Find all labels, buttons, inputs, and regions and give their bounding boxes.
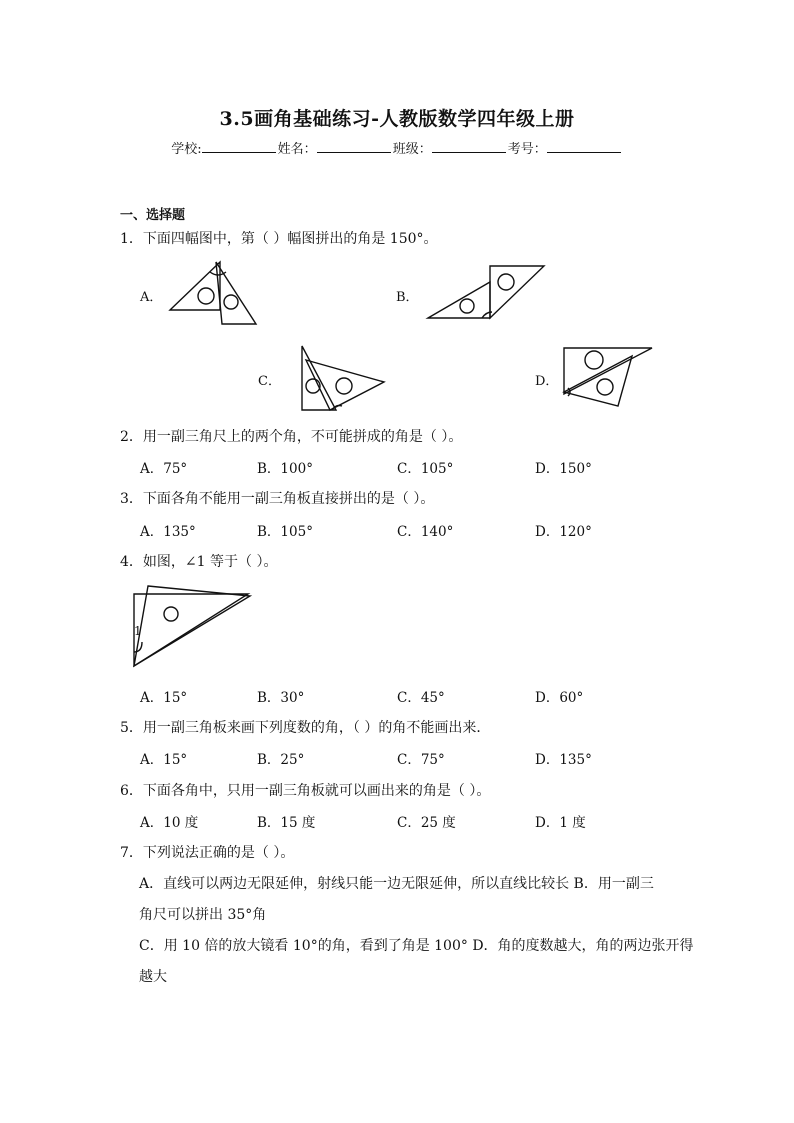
section-heading: 一、选择题 [120,208,186,223]
q5-option-c[interactable]: C．75° [397,752,445,768]
q5-option-d[interactable]: D．135° [535,752,592,768]
q4-figure [128,582,258,672]
name-field[interactable] [317,138,391,153]
question-2-stem: 2．用一副三角尺上的两个角，不可能拼成的角是（ ）。 [120,429,463,445]
question-3-stem: 3．下面各角不能用一副三角板直接拼出的是（ ）。 [120,491,435,507]
school-label: 学校: [171,142,202,157]
q1-figure-label-a: A． [140,290,163,305]
question-6-stem: 6．下面各角中，只用一副三角板就可以画出来的角是（ ）。 [120,783,491,799]
q1-figure-b [420,262,550,326]
exam-no-label: 考号： [507,142,547,157]
q1-figure-a [160,258,270,328]
q1-figure-label-c: C． [258,374,281,389]
class-field[interactable] [432,138,506,153]
q6-option-a[interactable]: A．10 度 [140,815,199,831]
q2-option-d[interactable]: D．150° [535,461,592,477]
q6-option-d[interactable]: D．1 度 [535,815,586,831]
q5-option-b[interactable]: B．25° [257,752,305,768]
q5-option-a[interactable]: A．15° [140,752,188,768]
class-label: 班级： [392,142,432,157]
q4-option-c[interactable]: C．45° [397,690,445,706]
q4-angle-mark: 1 [134,624,142,638]
q1-figure-d [558,342,658,410]
question-7-stem: 7．下列说法正确的是（ ）。 [120,845,295,861]
q4-option-a[interactable]: A．15° [140,690,188,706]
q7-line-2: 角尺可以拼出 35°角 [139,907,267,923]
q1-figure-label-b: B． [396,290,419,305]
q7-line-4: 越大 [139,969,167,985]
question-1-stem: 1．下面四幅图中，第（ ）幅图拼出的角是 150°。 [120,231,438,247]
name-label: 姓名： [277,142,317,157]
q1-figure-label-d: D． [535,374,559,389]
page-title: 3.5画角基础练习-人教版数学四年级上册 [219,108,575,130]
q2-option-b[interactable]: B．100° [257,461,313,477]
student-info-row [0,138,794,157]
exam-no-field[interactable] [547,138,621,153]
school-field[interactable] [202,138,276,153]
q3-option-d[interactable]: D．120° [535,524,592,540]
q3-option-c[interactable]: C．140° [397,524,454,540]
question-5-stem: 5．用一副三角板来画下列度数的角，（ ）的角不能画出来． [120,720,491,736]
q3-option-a[interactable]: A．135° [140,524,196,540]
q2-option-c[interactable]: C．105° [397,461,454,477]
q2-option-a[interactable]: A．75° [140,461,188,477]
q6-option-c[interactable]: C．25 度 [397,815,456,831]
q4-option-d[interactable]: D．60° [535,690,584,706]
question-4-stem: 4．如图，∠1 等于（ ）。 [120,554,278,570]
q6-option-b[interactable]: B．15 度 [257,815,316,831]
q3-option-b[interactable]: B．105° [257,524,313,540]
q7-line-1: A．直线可以两边无限延伸，射线只能一边无限延伸，所以直线比较长 B．用一副三 [139,876,654,892]
q7-line-3: C．用 10 倍的放大镜看 10°的角，看到了角是 100° D．角的度数越大，角的两边张开得 [139,938,694,954]
q1-figure-c [296,340,391,414]
q4-option-b[interactable]: B．30° [257,690,305,706]
